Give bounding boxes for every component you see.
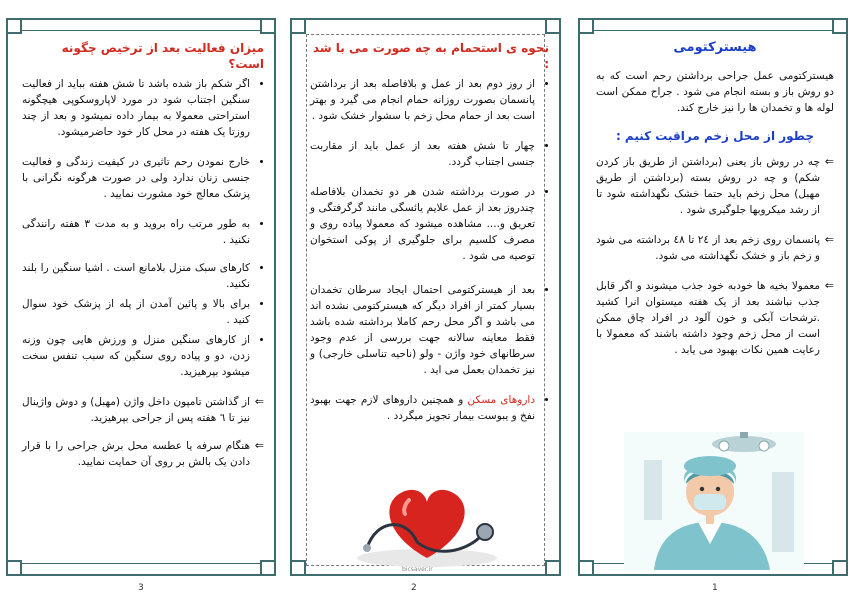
panel-3-frame <box>6 18 276 576</box>
list-item: • برای بالا و پائین آمدن از پله از پزشک خود سوال كنید . <box>22 296 250 328</box>
nurse-image <box>624 432 804 570</box>
list-item: • كارهای سبک منزل بلامانع است . اشیا سنگین را بلند نكنید. <box>22 260 250 292</box>
corner-ornament <box>832 18 848 34</box>
highlight-text: داروهای مسكن <box>467 394 535 406</box>
panel-1-list <box>596 154 834 358</box>
panel-3-title: میزان فعالیت بعد از ترخیص چگونه است؟ <box>61 41 264 71</box>
frame-inner-line <box>22 30 260 31</box>
corner-ornament <box>290 18 306 34</box>
panel-2-content <box>310 40 549 424</box>
corner-ornament <box>6 560 22 576</box>
corner-ornament <box>545 560 561 576</box>
corner-ornament <box>578 560 594 576</box>
list-item: ⇐ چه در روش باز یعنی (برداشتن از طریق باز كردن شكم) و چه در روش بسته (برداشتن از طریق مهبل) محل زخم باید حتما خشک نگهداشته شود تا از رشد میكروبها جلوگیری شود . <box>596 154 820 218</box>
list-item: ⇐ از گذاشتن تامپون داخل واژن (مهبل) و دوش واژینال نیز تا ٦ هفته پس از جراحی بپرهیزید. <box>22 394 250 426</box>
list-item <box>310 392 535 424</box>
panel-1-frame <box>578 18 848 576</box>
panel-2-title: نحوه ی استحمام به چه صورت می با شد : <box>312 41 549 71</box>
list-item: ⇐ هنگام سرفه یا عطسه محل برش جراحی را با قرار دادن یک بالش بر روی آن حمایت نمایید. <box>22 438 250 470</box>
corner-ornament <box>290 560 306 576</box>
page-number: 2 <box>411 583 417 593</box>
frame-inner-line <box>594 30 832 31</box>
list-item: • اگر شكم باز شده باشد تا شش هفته بباید از فعالیت سنگین اجتناب شود در مورد لاپاروسكوپی هیچگونه استراحتی معمولا به بیمار داده نمیشود و بعد از چند روزتا یک هفته در محل كار خود حاضرمیشود. <box>22 76 250 140</box>
panel-2-frame <box>290 18 561 576</box>
corner-ornament <box>578 18 594 34</box>
panel-3-content <box>22 40 264 484</box>
panel-1-subtitle: چطور از محل زخم مراقبت كنیم : <box>615 129 815 143</box>
list-item: ⇐ معمولا بخیه ها خودبه خود جذب میشوند و اگر قابل جذب نباشند بعد از یک هفته میستوان انرا كشید .ترشحات آبكی و خون آلود در افراد چاق ممكن است از محل زخم وجود داشته باشند كه معمولا با رعایت همین نكات بهبود می یابد . <box>596 278 820 358</box>
corner-ornament <box>545 18 561 34</box>
page-number: 1 <box>712 583 718 593</box>
list-item: • خارج نمودن رحم تاثیری در كیفیت زندگی و فعالیت جنسی زنان ندارد ولی در صورت هرگونه نگرانی با پزشک معالج خود مشورت نمایید . <box>22 154 250 202</box>
list-item: • از روز دوم بعد از عمل و بلافاصله بعد از برداشتن پانسمان بصورت روزانه حمام انجام می گیرد و بهتر است بعد از حمام محل زخم با سشوار خشک شود . <box>310 76 535 124</box>
item-rest: و همچنین داروهای لازم جهت بهبود نفخ و یبوست بیمار تجویز میگردد . <box>310 394 535 422</box>
corner-ornament <box>260 560 276 576</box>
corner-ornament <box>832 560 848 576</box>
list-item: • چهار تا شش هفته بعد از عمل باید از مقاربت جنسی اجتناب گردد. <box>310 138 535 170</box>
watermark: bicsaver.ir <box>402 566 433 573</box>
panel-1-content <box>596 40 834 372</box>
list-item: • در صورت برداشته شدن هر دو تخمدان بلافاصله چندروز بعد از عمل علایم یائسگی مانند گرگرفتگی و تعریق و.... مشاهده میشود كه معمولا پیاده روی و مصرف كلسیم برای جلوگیری از پوكی استخوان توصیه می شود . <box>310 184 535 264</box>
corner-ornament <box>260 18 276 34</box>
corner-ornament <box>6 18 22 34</box>
list-item: • بعد از هیستركتومی احتمال ایجاد سرطان تخمدان بسیار كمتر از افراد دیگر كه هیستركتومی نشده اند می باشد و اگر محل رحم كاملا برداشته شده باشد فقط معاینه سالانه جهت بررسی از عدم وجود سرطانهای خود واژن - ولو (ناحیه تناسلی خارجی) و نیز تخمدان بعمل می اید . <box>310 282 535 378</box>
list-item: • به طور مرتب راه بروید و به مدت ٣ هفته رانندگی نكنید . <box>22 216 250 248</box>
panel-3-list <box>22 76 264 470</box>
heart-stethoscope-image <box>347 478 507 570</box>
intro-paragraph: هیستركتومی عمل جراحی برداشتن رحم است كه به دو روش باز و بسته انجام می شود . جراح ممكن است لوله ها و تخمدان ها را نیز خارج كند. <box>596 70 834 114</box>
list-item: • از كارهای سنگین منزل و ورزش هایی چون وزنه زدن، دو و پیاده روی سنگین كه سبب تنفس سخت میشود بپرهیزید. <box>22 332 250 380</box>
frame-inner-line <box>22 563 260 564</box>
panel-2-list <box>310 76 549 424</box>
page-number: 3 <box>138 583 144 593</box>
panel-1-title: هیستركتومی <box>673 40 757 55</box>
list-item: ⇐ پانسمان روی زخم بعد از ٢٤ تا ٤٨ برداشته می شود و زخم باز و خشک نگهداشته می شود. <box>596 232 820 264</box>
